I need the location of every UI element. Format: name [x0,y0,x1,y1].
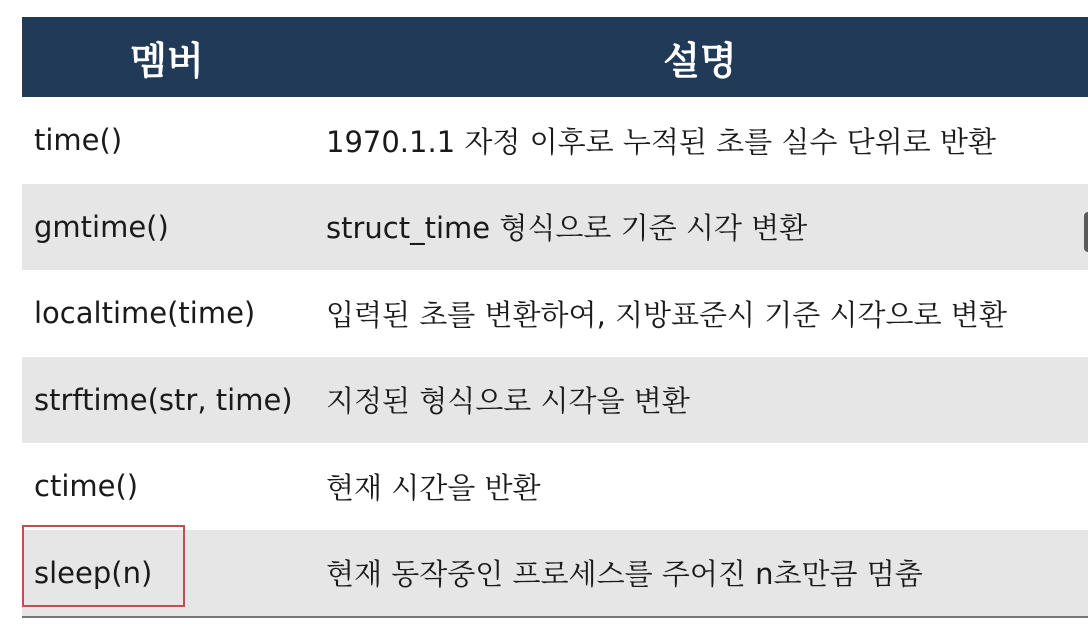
table-row [22,443,1088,530]
member-cell: localtime(time) [34,296,256,331]
table-row-highlighted [22,530,1088,617]
time-module-table [22,17,1088,618]
description-cell: 현재 시간을 반환 [326,470,541,505]
member-cell: sleep(n) [34,555,153,590]
table-header [22,17,1088,97]
table-row [22,184,1088,271]
member-cell: gmtime() [34,209,169,244]
header-member: 멤버 [130,38,204,83]
header-description: 설명 [663,38,737,83]
table-row [22,357,1088,444]
member-cell: time() [34,123,123,158]
table-bottom-rule [22,616,1088,618]
highlight-box [22,525,185,607]
description-cell: struct_time 형식으로 기준 시각 변환 [326,211,808,246]
member-cell: strftime(str, time) [34,382,293,417]
description-cell: 현재 동작중인 프로세스를 주어진 n초만큼 멈춤 [326,557,923,592]
description-cell: 입력된 초를 변환하여, 지방표준시 기준 시각으로 변환 [326,297,1007,332]
edge-artifact [1084,212,1088,252]
member-cell: ctime() [34,469,139,504]
description-cell: 1970.1.1 자정 이후로 누적된 초를 실수 단위로 반환 [326,124,996,159]
table-row [22,97,1088,184]
description-cell: 지정된 형식으로 시각을 변환 [326,384,690,419]
table-row [22,270,1088,357]
